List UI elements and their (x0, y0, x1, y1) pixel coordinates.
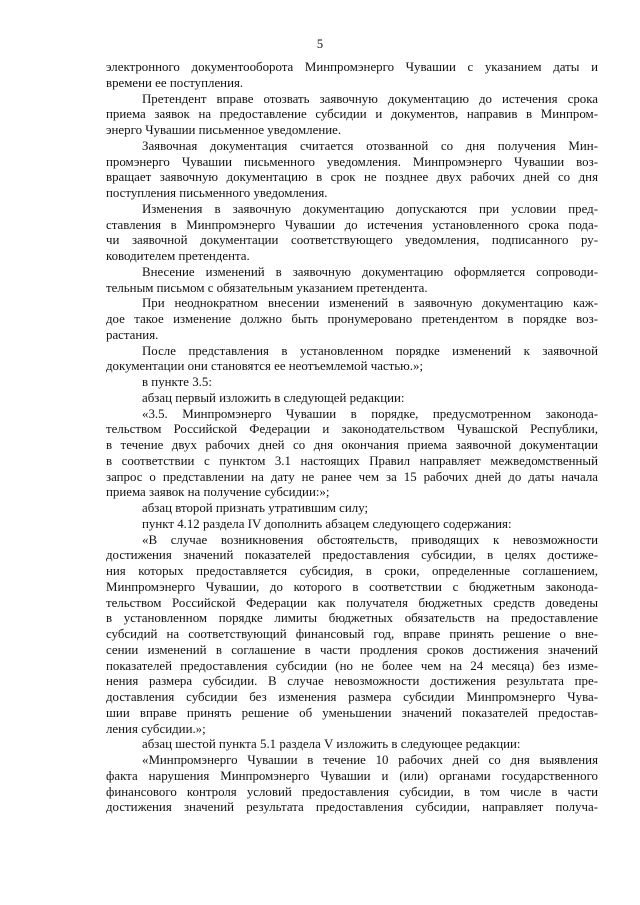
text-line: ставления в Минпромэнерго Чувашии до истечения установленного срока пода- (106, 217, 598, 232)
text-line: в пункте 3.5: (142, 375, 212, 389)
text-line: абзац второй признать утратившим силу; (142, 501, 369, 515)
text-line: электронного документооборота Минпромэнерго Чувашии с указанием даты и (106, 60, 598, 74)
text-line: «3.5. Минпромэнерго Чувашии в порядке, предусмотренном законода- (142, 406, 598, 421)
text-line: «В случае возникновения обстоятельств, приводящих к невозможности (142, 532, 598, 547)
text-line: тельством Российской Федерации и законодательством Чувашской Республики, (106, 422, 598, 437)
text-line: промэнерго Чувашии письменного уведомления. Минпромэнерго Чувашии воз- (106, 154, 598, 169)
text-line: субсидий на соответствующий финансовый год, вправе принять решение о вне- (106, 627, 598, 641)
text-line: Минпромэнерго Чувашии, до которого в соответствии с бюджетным законода- (106, 579, 598, 594)
text-line: показателей предоставления субсидии (но не более чем на 24 месяца) без изме- (106, 658, 598, 673)
text-line: финансового контроля условий предоставления субсидии, в том числе в части (106, 784, 598, 799)
text-line: сении изменений в соглашение в части продления сроков достижения значений (106, 642, 598, 657)
document-body (106, 60, 598, 816)
text-line: в соответствии с пунктом 3.1 настоящих Правил направляет межведомственный (106, 453, 598, 468)
text-line: запрос о представлении на дату не ранее чем за 15 рабочих дней до даты начала (106, 469, 598, 484)
text-line: дое такое изменение должно быть пронумеровано претендентом в порядке воз- (106, 312, 598, 326)
text-line: Внесение изменений в заявочную документацию оформляется сопроводи- (142, 264, 598, 279)
text-line: достижения значений показателей предоставления субсидии, в целях достиже- (106, 548, 598, 563)
text-line: нения размера субсидии. В случае невозможности достижения результата пре- (106, 674, 598, 689)
text-line: энерго Чувашии письменное уведомление. (106, 123, 342, 137)
text-line: пункт 4.12 раздела IV дополнить абзацем следующего содержания: (142, 516, 512, 531)
text-line: Заявочная документация считается отозванной со дня получения Мин- (142, 138, 598, 153)
text-line: Претендент вправе отозвать заявочную документацию до истечения срока (142, 91, 598, 106)
text-line: чи заявочной документации соответствующего уведомления, подписанного ру- (106, 233, 598, 248)
text-line: приема заявок на получение субсидии:»; (106, 485, 330, 500)
text-line: абзац первый изложить в следующей редакции: (142, 390, 405, 405)
text-line: в установленном порядке лимиты бюджетных обязательств на предоставление (106, 611, 598, 626)
text-line: вращает заявочную документацию в срок не позднее двух рабочих дней со дня (106, 170, 598, 185)
text-line: После представления в установленном порядке изменений к заявочной (142, 343, 598, 358)
text-line: доставления субсидии без изменения размера субсидии Минпромэнерго Чува- (106, 690, 598, 704)
text-line: времени ее поступления. (106, 75, 244, 90)
text-line: шии вправе принять решение об уменьшении значений показателей предостав- (106, 705, 598, 720)
text-line: растания. (106, 327, 159, 342)
text-line: При неоднократном внесении изменений в заявочную документацию каж- (142, 296, 598, 311)
text-line: ководителем претендента. (106, 249, 250, 263)
text-line: поступления письменного уведомления. (106, 186, 328, 200)
text-line: тельством Российской Федерации как получателя бюджетных средств доведены (106, 595, 598, 610)
text-line: ния которых предоставляется субсидия, в сроки, определенные соглашением, (106, 564, 598, 578)
text-line: документации они становятся ее неотъемлемой частью.»; (106, 359, 424, 374)
text-line: приема заявок на предоставление субсидии и документов, направив в Минпром- (106, 107, 598, 122)
text-line: факта нарушения Минпромэнерго Чувашии и (или) органами государственного (106, 768, 598, 783)
text-line: «Минпромэнерго Чувашии в течение 10 рабочих дней со дня выявления (142, 753, 598, 767)
text-line: Изменения в заявочную документацию допускаются при условии пред- (142, 201, 598, 216)
text-line: тельным письмом с обязательным указанием претендента. (106, 280, 428, 295)
text-line: абзац шестой пункта 5.1 раздела V изложить в следующее редакции: (142, 737, 521, 752)
text-line: ления субсидии.»; (106, 721, 206, 736)
page-number: 5 (316, 37, 324, 51)
text-line: достижения значений результата предоставления субсидии, направляет получа- (106, 800, 598, 815)
text-line: в течение двух рабочих дней со дня окончания приема заявочной документации (106, 438, 598, 452)
